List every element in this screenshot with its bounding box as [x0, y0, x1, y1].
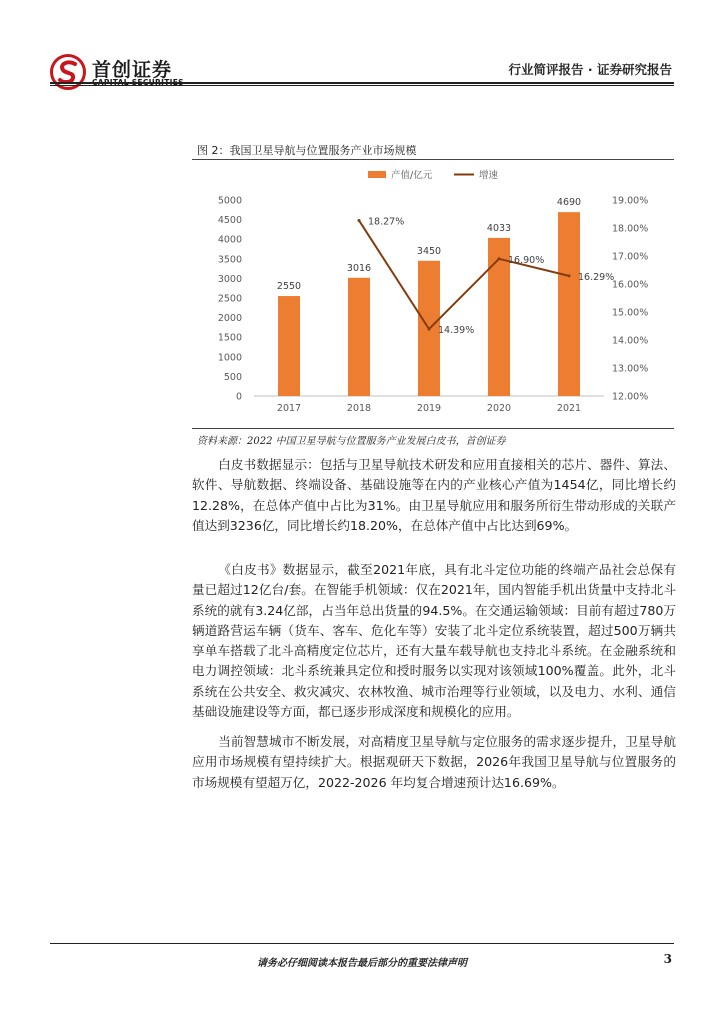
paragraph-text: 白皮书数据显示：包括与卫星导航技术研发和应用直接相关的芯片、器件、算法、软件、导航数据、终端设备、基础设施等在内的产业核心产值为1454亿，同比增长约12.28%，在总体产值中占比为31%。由卫星导航应用和服务所衍生带动形成的关联产值达到3236亿，同比增长约18.20%，在总体产值中占比达到69%。 — [192, 457, 676, 533]
legal-disclaimer: 请务必仔细阅读本报告最后部分的重要法律声明 — [257, 958, 467, 969]
figure-title: 图 2：我国卫星导航与位置服务产业市场规模 — [197, 144, 417, 157]
logo-text-cn: 首创证券 — [92, 59, 173, 81]
y-left-tick-label: 500 — [223, 371, 242, 383]
y-left-tick-label: 4000 — [217, 234, 242, 246]
y-left-tick-label: 4500 — [217, 215, 242, 227]
legend-swatch-bar — [368, 171, 386, 178]
y-right-tick-label: 15.00% — [612, 307, 649, 319]
x-tick-label: 2021 — [556, 403, 582, 414]
growth-value-label: 14.39% — [438, 325, 475, 337]
bar-value-label: 3016 — [346, 262, 372, 274]
figure-source: 资料来源：2022 中国卫星导航与位置服务产业发展白皮书，首创证券 — [197, 436, 506, 447]
y-right-tick-label: 19.00% — [612, 195, 649, 207]
y-left-tick-label: 3500 — [217, 254, 242, 266]
growth-value-label: 18.27% — [368, 216, 405, 228]
y-left-tick-label: 0 — [235, 391, 242, 403]
y-right-tick-label: 17.00% — [612, 251, 649, 263]
y-left-tick-label: 3000 — [217, 273, 242, 285]
figure-bottom-rule — [192, 428, 674, 429]
legend-label-line: 增速 — [479, 170, 499, 181]
x-tick-label: 2018 — [346, 403, 372, 414]
footer-divider — [50, 943, 674, 944]
report-type-label: 行业简评报告 · 证券研究报告 — [508, 62, 672, 77]
y-left-tick-label: 5000 — [217, 195, 242, 207]
page-number: 3 — [663, 952, 672, 966]
paragraph-text: 《白皮书》数据显示，截至2021年底，具有北斗定位功能的终端产品社会总保有量已超过12亿台/套。在智能手机领域：仅在2021年，国内智能手机出货量中支持北斗系统的就有3.24亿部，占当年总出货量的94.5%。在交通运输领域：目前有超过780万辆道路营运车辆（货车、客车、危化车等）安装了北斗定位系统装置，超过500万辆共享单车搭载了北斗高精度定位芯片，还有大量车载导航也支持北斗系统。在金融系统和电力调控领域：北斗系统兼具定位和授时服务以实现对该领域100%覆盖。此外，北斗系统在公共安全、救灾减灾、农林牧渔、城市治理等行业领域，以及电力、水利、通信基础设施建设等方面，都已逐步形成深度和规模化的应用。 — [192, 562, 676, 720]
bar-value-label: 4033 — [486, 222, 512, 234]
y-left-tick-label: 1500 — [217, 332, 242, 344]
bar-value-label: 4690 — [556, 197, 582, 209]
y-right-tick-label: 12.00% — [612, 391, 649, 403]
bar-value-label: 2550 — [276, 281, 302, 293]
header-divider — [50, 82, 674, 84]
body-paragraph-1 — [192, 455, 676, 536]
bar-value-label: 3450 — [416, 245, 442, 257]
growth-line — [359, 220, 569, 329]
body-paragraph-2 — [192, 560, 676, 722]
y-left-tick-label: 2500 — [217, 293, 242, 305]
bar — [348, 278, 370, 396]
legend-label-bar: 产值/亿元 — [391, 170, 433, 181]
growth-point — [358, 219, 361, 222]
body-paragraph-3 — [192, 732, 676, 793]
growth-value-label: 16.90% — [508, 254, 545, 266]
y-right-tick-label: 13.00% — [612, 363, 649, 375]
x-tick-label: 2020 — [486, 403, 512, 414]
x-tick-label: 2019 — [416, 403, 442, 414]
y-left-tick-label: 1000 — [217, 352, 242, 364]
header-divider-thin — [50, 85, 674, 86]
y-right-tick-label: 14.00% — [612, 335, 649, 347]
bar — [558, 212, 580, 396]
growth-point — [428, 328, 431, 331]
paragraph-text: 当前智慧城市不断发展，对高精度卫星导航与定位服务的需求逐步提升，卫星导航应用市场规模有望持续扩大。根据观研天下数据，2026年我国卫星导航与位置服务的市场规模有望超万亿，2022-2026 年均复合增速预计达16.69%。 — [192, 734, 676, 790]
bar — [278, 296, 300, 396]
y-right-tick-label: 18.00% — [612, 223, 649, 235]
y-right-tick-label: 16.00% — [612, 279, 649, 291]
x-tick-label: 2017 — [276, 403, 302, 414]
growth-point — [568, 274, 571, 277]
page-header — [0, 0, 724, 90]
y-left-tick-label: 2000 — [217, 313, 242, 325]
market-size-chart — [192, 160, 674, 428]
growth-point — [498, 257, 501, 260]
growth-value-label: 16.29% — [578, 271, 615, 283]
